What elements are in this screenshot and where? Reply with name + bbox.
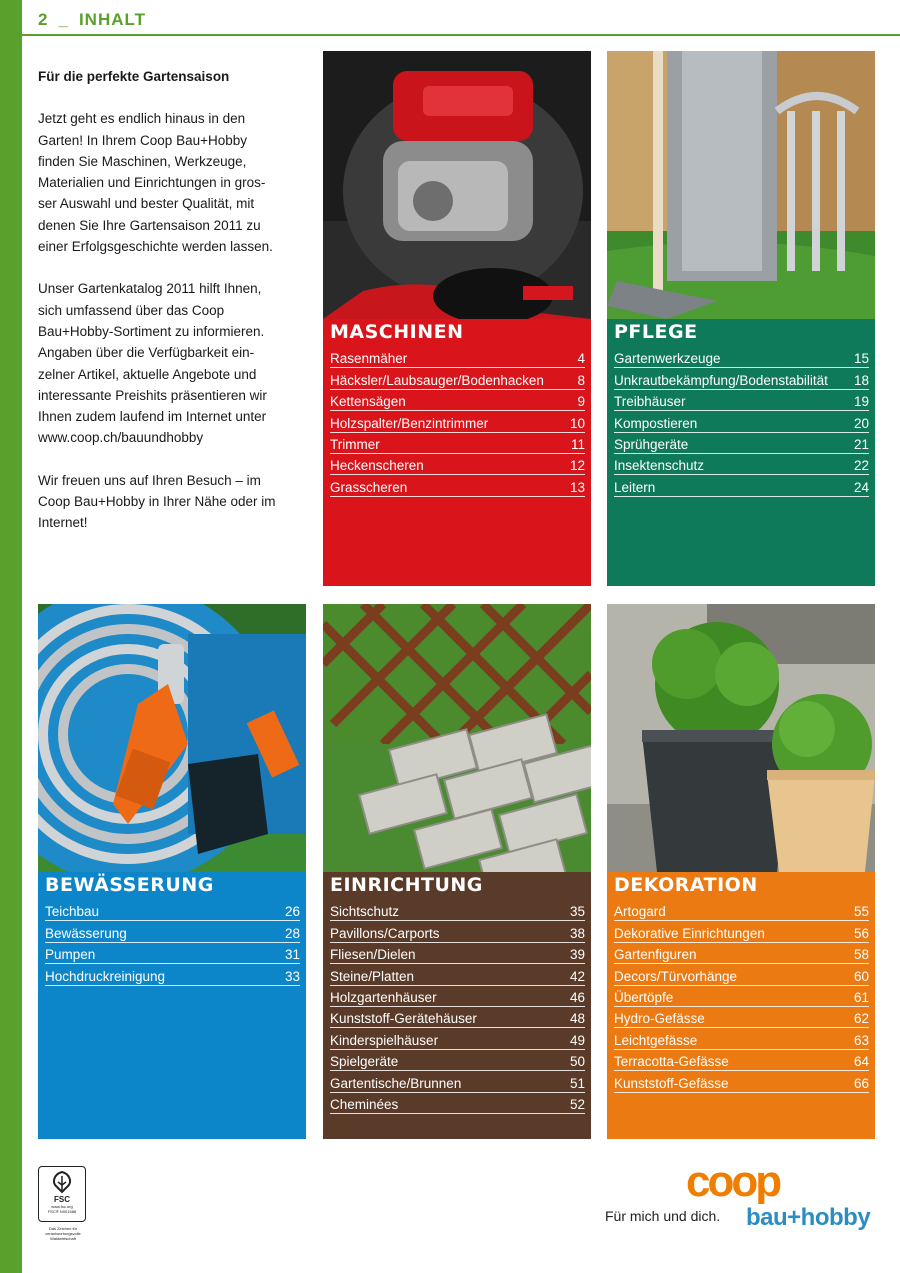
toc-item-page: 51 bbox=[569, 1075, 585, 1091]
toc-item-page: 20 bbox=[853, 415, 869, 431]
toc-item[interactable] bbox=[330, 347, 585, 368]
toc-item-label: Grasscheren bbox=[330, 479, 408, 495]
toc-item[interactable] bbox=[330, 1050, 585, 1071]
toc-item-page: 52 bbox=[569, 1096, 585, 1112]
header-dash: _ bbox=[58, 10, 69, 29]
toc-item[interactable] bbox=[330, 986, 585, 1007]
toc-list bbox=[614, 900, 869, 1093]
einrichtung-panel bbox=[323, 872, 591, 1139]
hose-reel-photo bbox=[38, 604, 306, 872]
intro-paragraph-1: Jetzt geht es endlich hinaus in den Garten! In Ihrem Coop Bau+Hobby finden Sie Maschinen, Werkzeuge, Materialien und Einrichtungen in gros- ser Auswahl und bester Qualität, mit denen Sie Ihre Gartensaison 2011 zu einer Erfolgsgeschichte werden lassen. bbox=[38, 111, 273, 255]
page-header bbox=[38, 8, 146, 32]
toc-item-page: 38 bbox=[569, 925, 585, 941]
toc-item[interactable] bbox=[330, 921, 585, 942]
toc-item-page: 61 bbox=[853, 989, 869, 1005]
toc-item-page: 35 bbox=[569, 904, 585, 920]
toc-item-label: Kunststoff-Gefässe bbox=[614, 1075, 729, 1091]
toc-item-page: 64 bbox=[853, 1054, 869, 1070]
toc-item-page: 10 bbox=[569, 415, 585, 431]
toc-item-label: Dekorative Einrichtungen bbox=[614, 925, 765, 941]
toc-item[interactable] bbox=[45, 921, 300, 942]
toc-list bbox=[330, 347, 585, 497]
toc-item[interactable] bbox=[330, 368, 585, 389]
toc-item[interactable] bbox=[614, 964, 869, 985]
toc-item[interactable] bbox=[614, 943, 869, 964]
toc-item[interactable] bbox=[614, 475, 869, 496]
toc-item-page: 60 bbox=[853, 968, 869, 984]
toc-item-page: 56 bbox=[853, 925, 869, 941]
intro-heading: Für die perfekte Gartensaison bbox=[38, 69, 230, 84]
toc-item-page: 28 bbox=[284, 925, 300, 941]
page-number: 2 bbox=[38, 10, 49, 29]
toc-item[interactable] bbox=[614, 900, 869, 921]
toc-item-page: 62 bbox=[853, 1011, 869, 1027]
pflege-panel bbox=[607, 319, 875, 586]
toc-item[interactable] bbox=[614, 347, 869, 368]
toc-item-label: Holzgartenhäuser bbox=[330, 989, 437, 1005]
section-title: DEKORATION bbox=[614, 874, 758, 896]
section-title: PFLEGE bbox=[614, 321, 698, 343]
toc-item[interactable] bbox=[614, 411, 869, 432]
toc-item[interactable] bbox=[45, 900, 300, 921]
toc-item[interactable] bbox=[614, 368, 869, 389]
intro-text bbox=[38, 66, 300, 555]
toc-item-label: Holzspalter/Benzintrimmer bbox=[330, 415, 489, 431]
toc-item-page: 18 bbox=[853, 372, 869, 388]
toc-item[interactable] bbox=[330, 943, 585, 964]
toc-item[interactable] bbox=[330, 1071, 585, 1092]
toc-item-page: 42 bbox=[569, 968, 585, 984]
fsc-caption: Das Zeichen für verantwortungsvolle Waldwirtschaft bbox=[45, 1226, 81, 1241]
toc-item-page: 39 bbox=[569, 947, 585, 963]
intro-paragraph-3: Wir freuen uns auf Ihren Besuch – im Coop Bau+Hobby in Ihrer Nähe oder im Internet! bbox=[38, 472, 276, 531]
toc-item[interactable] bbox=[614, 433, 869, 454]
fsc-url: www.fsc.org bbox=[51, 1204, 73, 1209]
toc-item-page: 33 bbox=[284, 968, 300, 984]
toc-item[interactable] bbox=[330, 1093, 585, 1114]
toc-item-page: 63 bbox=[853, 1032, 869, 1048]
toc-item-label: Insektenschutz bbox=[614, 458, 705, 474]
toc-item-page: 12 bbox=[569, 458, 585, 474]
toc-item-label: Übertöpfe bbox=[614, 989, 674, 1005]
toc-item[interactable] bbox=[330, 411, 585, 432]
toc-item-label: Steine/Platten bbox=[330, 968, 415, 984]
toc-item-label: Gartenwerkzeuge bbox=[614, 351, 721, 367]
toc-item-label: Gartenfiguren bbox=[614, 947, 697, 963]
toc-item[interactable] bbox=[614, 1007, 869, 1028]
fsc-tree-icon bbox=[48, 1170, 76, 1196]
plant-pots-photo bbox=[607, 604, 875, 872]
toc-item-label: Artogard bbox=[614, 904, 666, 920]
toc-item[interactable] bbox=[614, 921, 869, 942]
toc-item-label: Kompostieren bbox=[614, 415, 698, 431]
toc-item-label: Hydro-Gefässe bbox=[614, 1011, 705, 1027]
toc-item-page: 49 bbox=[569, 1032, 585, 1048]
toc-item[interactable] bbox=[614, 1050, 869, 1071]
toc-item-page: 9 bbox=[577, 394, 585, 410]
toc-item-label: Sichtschutz bbox=[330, 904, 400, 920]
toc-item-page: 55 bbox=[853, 904, 869, 920]
toc-item-label: Bewässerung bbox=[45, 925, 127, 941]
section-maschinen bbox=[323, 51, 591, 586]
toc-item-label: Pavillons/Carports bbox=[330, 925, 440, 941]
header-divider bbox=[22, 34, 900, 36]
toc-item-label: Spielgeräte bbox=[330, 1054, 399, 1070]
toc-item-page: 22 bbox=[853, 458, 869, 474]
section-bewaesserung bbox=[38, 604, 306, 1139]
toc-list bbox=[614, 347, 869, 497]
toc-item-page: 58 bbox=[853, 947, 869, 963]
toc-item[interactable] bbox=[330, 900, 585, 921]
toc-item-page: 13 bbox=[569, 479, 585, 495]
toc-item-label: Kunststoff-Gerätehäuser bbox=[330, 1011, 477, 1027]
toc-item-label: Heckenscheren bbox=[330, 458, 424, 474]
toc-item[interactable] bbox=[330, 454, 585, 475]
left-accent-bar bbox=[0, 0, 22, 1273]
toc-item[interactable] bbox=[614, 1028, 869, 1049]
toc-item-page: 11 bbox=[570, 436, 585, 452]
toc-item-page: 48 bbox=[569, 1011, 585, 1027]
toc-item[interactable] bbox=[614, 390, 869, 411]
toc-item[interactable] bbox=[330, 433, 585, 454]
fsc-code: FSC® N001588 bbox=[47, 1209, 77, 1214]
toc-item-page: 8 bbox=[577, 372, 585, 388]
section-einrichtung bbox=[323, 604, 591, 1139]
bauhobby-logo: bau+hobby bbox=[746, 1204, 871, 1231]
toc-item[interactable] bbox=[330, 1007, 585, 1028]
toc-item-label: Leichtgefässe bbox=[614, 1032, 698, 1048]
toc-item-label: Hochdruckreinigung bbox=[45, 968, 166, 984]
toc-item-label: Cheminées bbox=[330, 1096, 399, 1112]
toc-item[interactable] bbox=[614, 454, 869, 475]
toc-item-label: Gartentische/Brunnen bbox=[330, 1075, 462, 1091]
toc-item-label: Terracotta-Gefässe bbox=[614, 1054, 729, 1070]
dekoration-panel bbox=[607, 872, 875, 1139]
toc-list bbox=[330, 900, 585, 1114]
toc-list bbox=[45, 900, 300, 986]
toc-item-label: Pumpen bbox=[45, 947, 96, 963]
toc-item-page: 4 bbox=[577, 351, 585, 367]
toc-item-label: Leitern bbox=[614, 479, 656, 495]
fsc-label: FSC bbox=[54, 1195, 70, 1204]
toc-item-label: Rasenmäher bbox=[330, 351, 408, 367]
toc-item-label: Treibhäuser bbox=[614, 394, 686, 410]
toc-item-label: Teichbau bbox=[45, 904, 100, 920]
toc-item[interactable] bbox=[45, 964, 300, 985]
toc-item-page: 15 bbox=[853, 351, 869, 367]
section-title: EINRICHTUNG bbox=[330, 874, 483, 896]
section-dekoration bbox=[607, 604, 875, 1139]
section-title: BEWÄSSERUNG bbox=[45, 874, 214, 896]
toc-item-label: Unkrautbekämpfung/Bodenstabilität bbox=[614, 372, 828, 388]
section-title: MASCHINEN bbox=[330, 321, 464, 343]
toc-item[interactable] bbox=[45, 943, 300, 964]
page-title: INHALT bbox=[78, 10, 146, 29]
toc-item-label: Decors/Türvorhänge bbox=[614, 968, 738, 984]
toc-item[interactable] bbox=[330, 475, 585, 496]
toc-item-label: Häcksler/Laubsauger/Bodenhacken bbox=[330, 372, 544, 388]
toc-item-page: 46 bbox=[569, 989, 585, 1005]
fsc-logo bbox=[38, 1166, 86, 1222]
toc-item-page: 26 bbox=[284, 904, 300, 920]
section-pflege bbox=[607, 51, 875, 586]
toc-item-label: Trimmer bbox=[330, 436, 380, 452]
toc-item-label: Fliesen/Dielen bbox=[330, 947, 416, 963]
toc-item-page: 24 bbox=[853, 479, 869, 495]
toc-item-page: 31 bbox=[284, 947, 300, 963]
toc-item-label: Kettensägen bbox=[330, 394, 406, 410]
toc-item-page: 19 bbox=[853, 394, 869, 410]
maschinen-panel bbox=[323, 319, 591, 586]
toc-item-label: Sprühgeräte bbox=[614, 436, 689, 452]
intro-paragraph-2: Unser Gartenkatalog 2011 hilft Ihnen, sich umfassend über das Coop Bau+Hobby-Sortiment zu informieren. Angaben über die Verfügbarkeit ein- zelner Artikel, aktuelle Angebote und interessante Preishits präsentieren wir Ihnen zudem laufend im Internet unter www.coop.ch/bauundhobby bbox=[38, 281, 267, 446]
toc-item[interactable] bbox=[330, 964, 585, 985]
tagline: Für mich und dich. bbox=[605, 1208, 721, 1224]
toc-item[interactable] bbox=[330, 1028, 585, 1049]
toc-item-page: 21 bbox=[853, 436, 869, 452]
bewaesserung-panel bbox=[38, 872, 306, 1139]
lawnmower-photo bbox=[323, 51, 591, 319]
trellis-paving-photo bbox=[323, 604, 591, 872]
coop-logo bbox=[686, 1162, 812, 1204]
toc-item-label: Kinderspielhäuser bbox=[330, 1032, 439, 1048]
toc-item[interactable] bbox=[330, 390, 585, 411]
toc-item[interactable] bbox=[614, 986, 869, 1007]
garden-tools-photo bbox=[607, 51, 875, 319]
toc-item[interactable] bbox=[614, 1071, 869, 1092]
toc-item-page: 66 bbox=[853, 1075, 869, 1091]
coop-wordmark: coop bbox=[686, 1162, 780, 1204]
toc-item-page: 50 bbox=[569, 1054, 585, 1070]
